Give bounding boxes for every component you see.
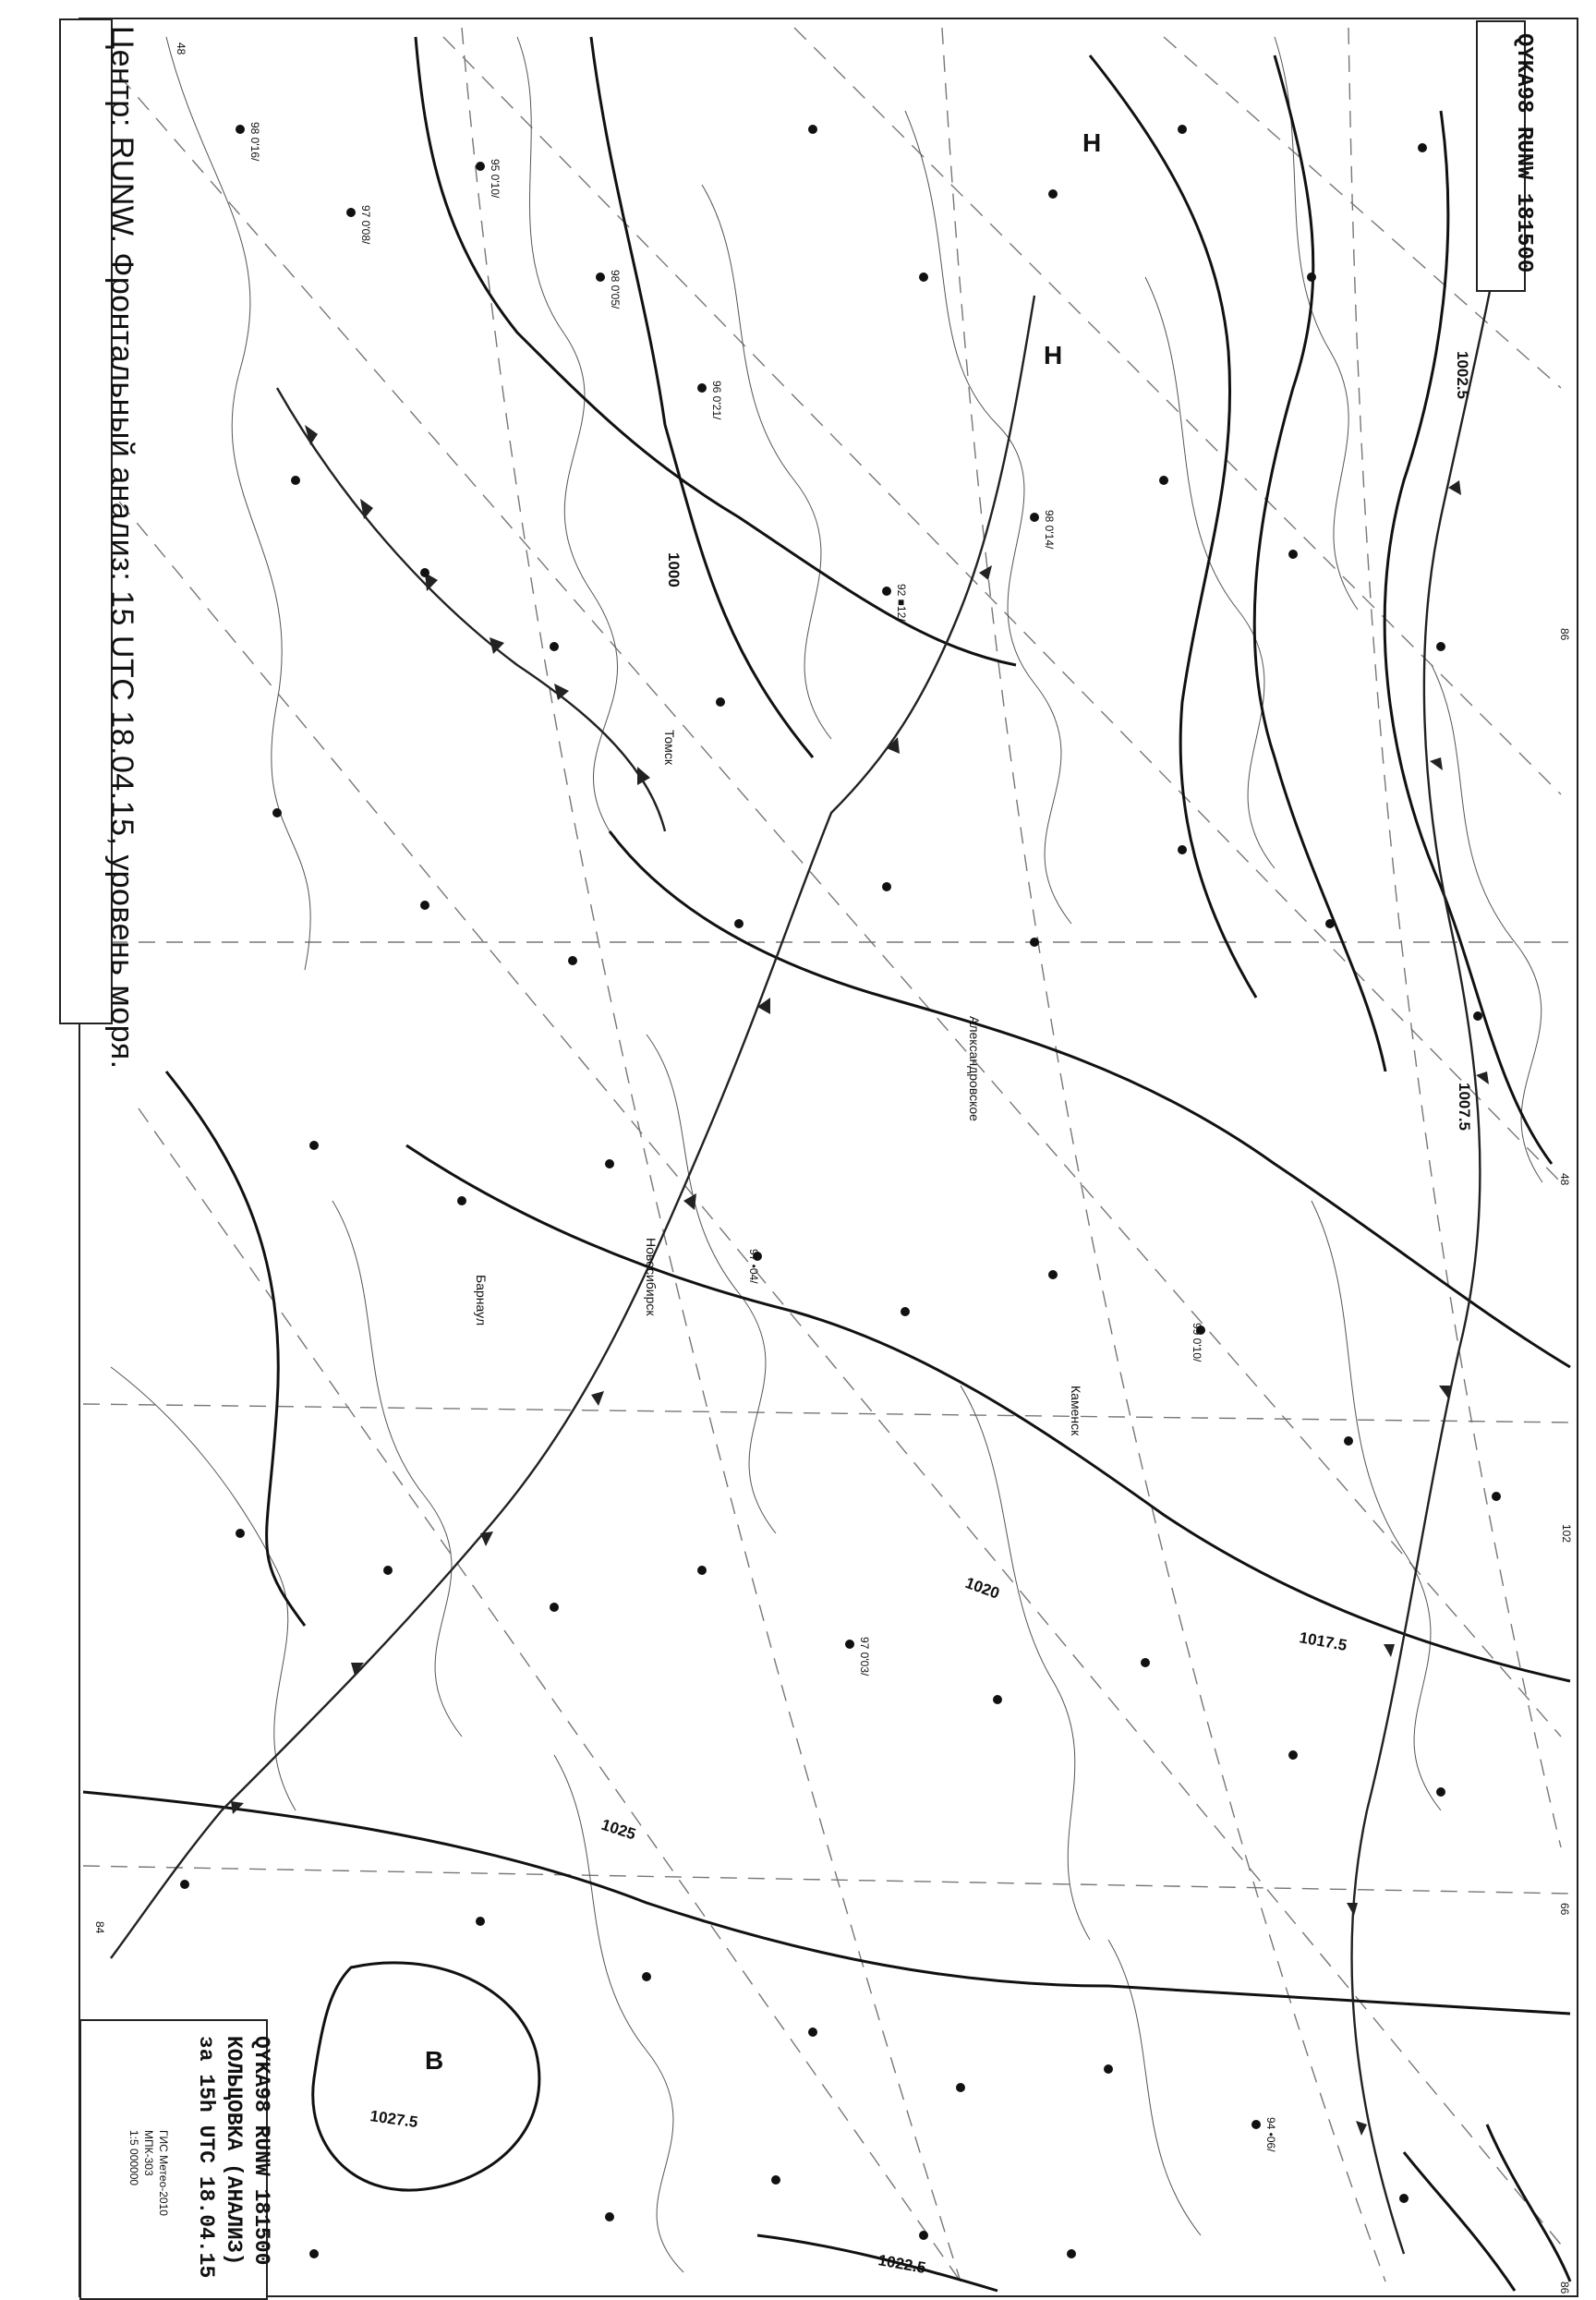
station-label: 92 ■12/ (895, 584, 908, 622)
station-label: 97 •04/ (747, 1249, 760, 1284)
isobar-label: 1027.5 (369, 2107, 419, 2132)
station-label: 94 •06/ (1264, 2117, 1277, 2152)
isobar-label: 1000 (665, 552, 683, 587)
place-name: Александровское (967, 1016, 982, 1121)
legend-station: КОЛЬЦОВКА (АНАЛИЗ) (222, 2036, 246, 2266)
station-label: 97 0'08/ (359, 205, 372, 245)
station-label: 97 0'03/ (858, 1637, 871, 1677)
station-label: 98 0'14/ (1043, 510, 1056, 550)
legend-code: QYKA98 RUNW 181500 (249, 2036, 273, 2266)
legend-software: ГИС Метео-2010 (157, 2130, 170, 2216)
isobar-label: 1017.5 (1298, 1628, 1348, 1654)
geography-lines (111, 37, 1542, 2272)
isobar-label: 1007.5 (1456, 1083, 1473, 1131)
edge-number: 86 (1558, 628, 1571, 641)
station-label: 96 0'21/ (710, 381, 723, 420)
edge-number: 84 (93, 1921, 106, 1934)
place-name: Барнаул (474, 1275, 489, 1326)
isobar-label: 1002.5 (1454, 351, 1471, 399)
low-center-label: Н (1082, 128, 1102, 157)
edge-number: 48 (175, 42, 187, 55)
station-label: 95 0'10/ (489, 159, 502, 199)
front-symbols (231, 222, 1511, 2136)
edge-number: 66 (1558, 1903, 1571, 1916)
place-name: Каменск (1069, 1386, 1083, 1436)
legend-time: за 15h UTC 18.04.15 (194, 2036, 218, 2279)
edge-number: 102 (1560, 1524, 1573, 1543)
graticule (83, 28, 1570, 2282)
pressure-centers (425, 128, 1101, 2075)
isobar-label: 1020 (962, 1573, 1002, 1603)
map-title: Центр: RUNW. Фронтальный анализ: 15 UTC 18.04.15, уровень моря. (104, 26, 139, 1070)
station-label: 99 0'10/ (1191, 1323, 1203, 1362)
legend-system: МПК-303 (142, 2130, 155, 2176)
isobar-label: 1025 (598, 1815, 638, 1844)
place-name: Томск (662, 730, 677, 765)
high-center-label: В (425, 2046, 444, 2075)
legend-scale: 1:5 000000 (127, 2130, 140, 2186)
edge-number: 86 (1558, 2282, 1571, 2294)
isobar-label-group (369, 351, 1473, 2277)
place-name: Новосибирск (644, 1238, 659, 1316)
station-label: 98 0'16/ (248, 122, 261, 162)
edge-number: 48 (1558, 1173, 1571, 1186)
header-code: QYKA98 RUNW 181500 (1511, 33, 1536, 273)
station-label: 98 0'05/ (609, 270, 622, 309)
low-center-label: Н (1044, 341, 1063, 369)
isobar-label: 1022.5 (877, 2251, 927, 2277)
fronts (111, 148, 1515, 2254)
isobars (83, 37, 1570, 2291)
